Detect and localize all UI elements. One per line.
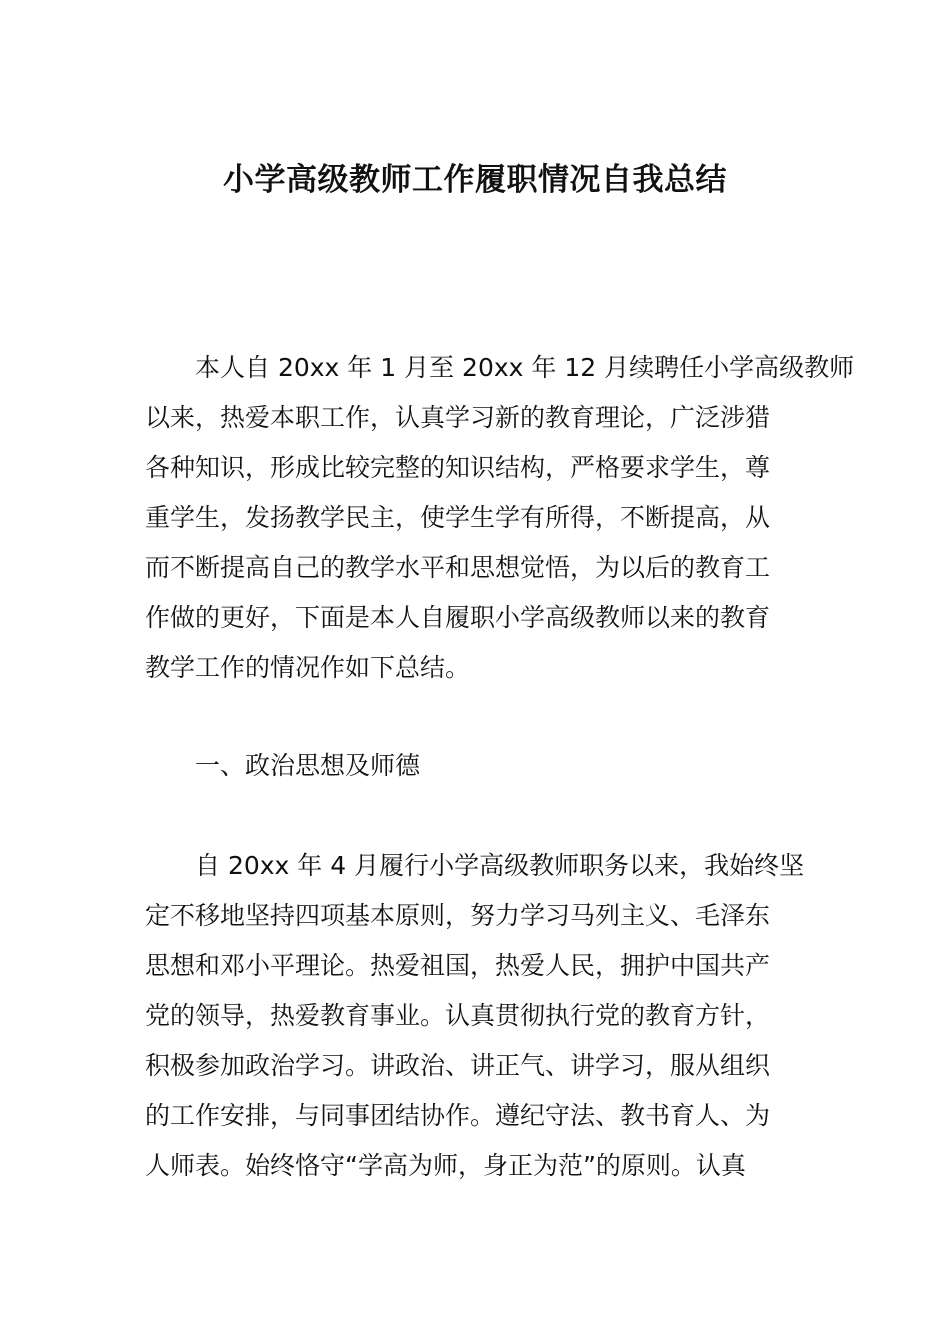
paragraph-line: 而不断提高自己的教学水平和思想觉悟，为以后的教育工 xyxy=(145,553,771,582)
paragraph-line: 自 20xx 年 4 月履行小学高级教师职务以来，我始终坚 xyxy=(195,851,805,880)
section-heading-text: 一、政治思想及师德 xyxy=(195,751,421,780)
paragraph-line: 定不移地坚持四项基本原则，努力学习马列主义、毛泽东 xyxy=(145,901,771,930)
paragraph-line: 本人自 20xx 年 1 月至 20xx 年 12 月续聘任小学高级教师 xyxy=(195,353,855,382)
paragraph-line: 各种知识，形成比较完整的知识结构，严格要求学生，尊 xyxy=(145,453,771,482)
paragraph-line: 教学工作的情况作如下总结。 xyxy=(145,653,471,682)
paragraph-line: 的工作安排，与同事团结协作。遵纪守法、教书育人、为 xyxy=(145,1101,771,1130)
paragraph-intro xyxy=(145,343,855,693)
paragraph-politics xyxy=(145,841,807,1191)
document-title: 小学高级教师工作履职情况自我总结 xyxy=(223,162,727,198)
paragraph-line: 党的领导，热爱教育事业。认真贯彻执行党的教育方针， xyxy=(145,1001,771,1030)
paragraph-line: 重学生，发扬教学民主，使学生学有所得，不断提高，从 xyxy=(145,503,771,532)
paragraph-line: 人师表。始终恪守“学高为师，身正为范”的原则。认真 xyxy=(145,1151,746,1180)
section-heading-politics xyxy=(145,741,807,791)
paragraph-line: 作做的更好，下面是本人自履职小学高级教师以来的教育 xyxy=(145,603,771,632)
paragraph-line: 以来，热爱本职工作，认真学习新的教育理论，广泛涉猎 xyxy=(145,403,771,432)
paragraph-line: 积极参加政治学习。讲政治、讲正气、讲学习，服从组织 xyxy=(145,1051,771,1080)
paragraph-line: 思想和邓小平理论。热爱祖国，热爱人民，拥护中国共产 xyxy=(145,951,771,980)
